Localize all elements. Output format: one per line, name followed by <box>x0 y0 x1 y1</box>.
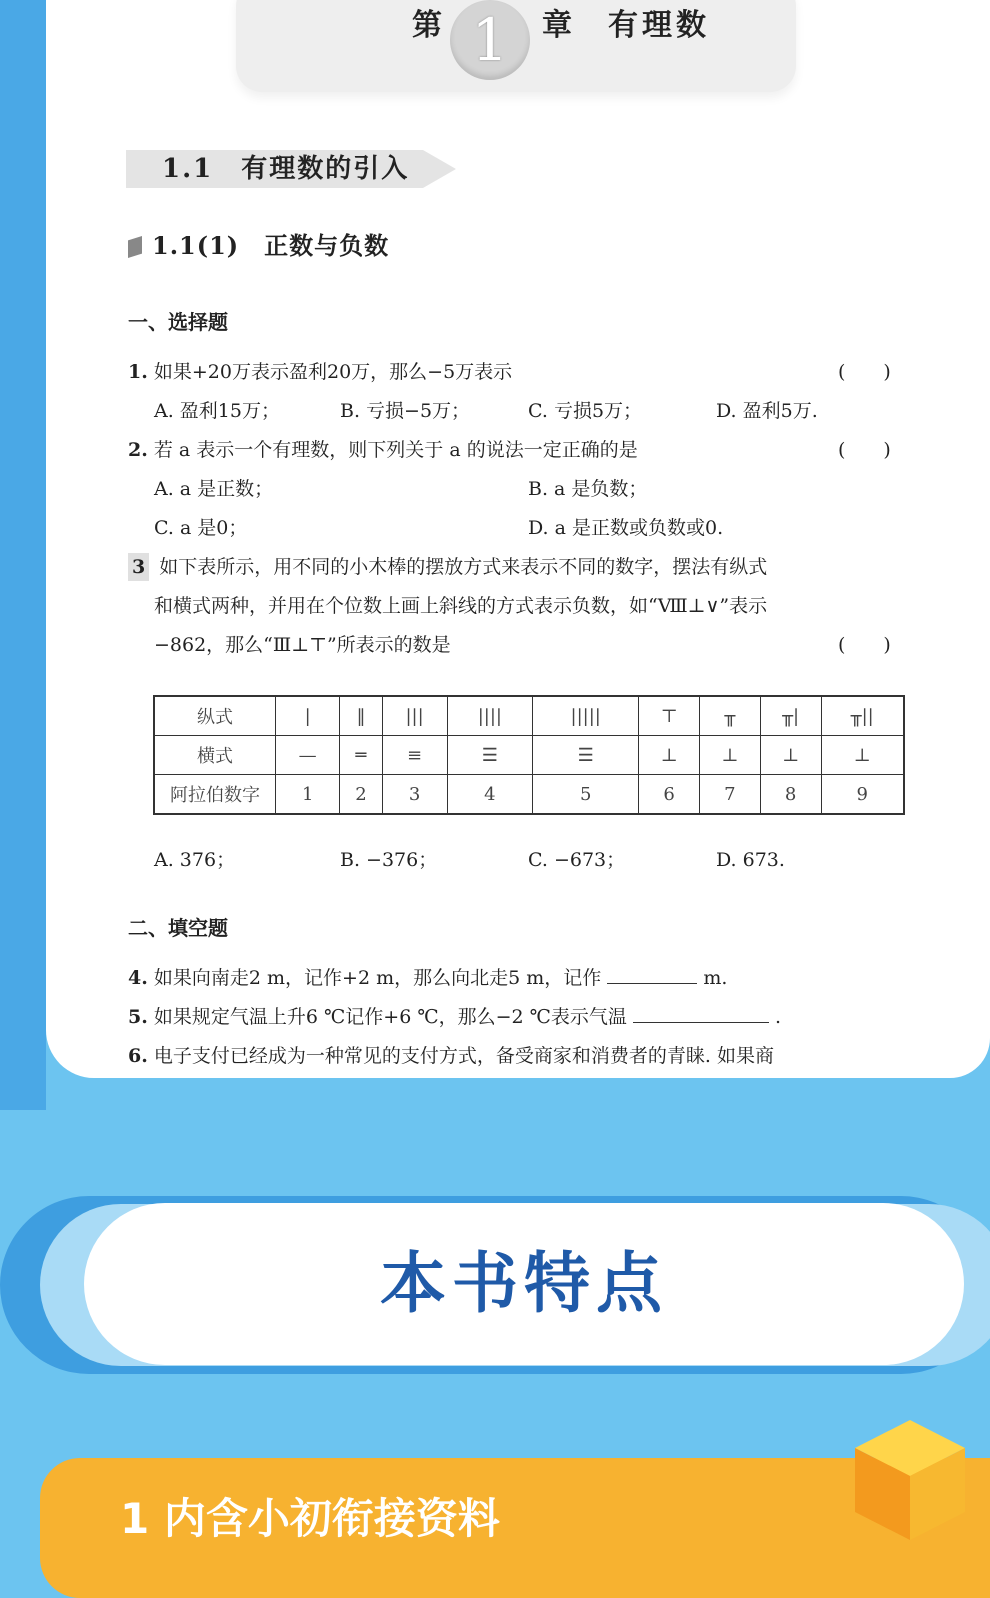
option-a: A. 376； <box>154 849 236 871</box>
table-cell: 8 <box>760 775 821 815</box>
option-d: D. 盈利5万. <box>716 400 818 422</box>
answer-paren: ( ) <box>838 634 891 656</box>
table-row <box>154 775 904 815</box>
table-row <box>154 736 904 775</box>
option-a: A. 盈利15万； <box>154 400 280 422</box>
question-number: 5. <box>128 1006 148 1028</box>
question-number: 6. <box>128 1045 148 1067</box>
option-c: C. a 是0； <box>154 517 248 539</box>
table-cell: — <box>276 736 340 775</box>
answer-paren: ( ) <box>838 361 891 383</box>
table-cell: 7 <box>700 775 761 815</box>
table-cell: ‖ <box>340 696 382 736</box>
option-b: B. −376； <box>340 849 438 871</box>
part-title-fill: 二、填空题 <box>128 916 228 940</box>
row-label: 横式 <box>154 736 276 775</box>
chapter-header <box>236 0 796 92</box>
table-row <box>154 696 904 736</box>
table-cell: ╥ <box>700 696 761 736</box>
answer-paren: ( ) <box>838 439 891 461</box>
table-cell: ⊥ <box>821 736 904 775</box>
row-label: 阿拉伯数字 <box>154 775 276 815</box>
table-cell: 5 <box>533 775 639 815</box>
features-title: 本书特点 <box>380 1245 668 1322</box>
question-text-line1: 如下表所示，用不同的小木棒的摆放方式来表示不同的数字，摆法有纵式 <box>159 556 768 578</box>
table-cell: ╥| <box>760 696 821 736</box>
question-4 <box>128 964 727 992</box>
cube-icon <box>855 1420 965 1540</box>
question-text: 如果+20万表示盈利20万，那么−5万表示 <box>153 361 513 383</box>
table-cell: 2 <box>340 775 382 815</box>
answer-blank <box>607 965 697 984</box>
question-number: 1. <box>128 361 148 383</box>
table-cell: |||| <box>447 696 533 736</box>
answer-blank <box>633 1004 769 1023</box>
row-label: 纵式 <box>154 696 276 736</box>
option-d: D. a 是正数或负数或0. <box>528 517 724 539</box>
chapter-suffix: 章 <box>542 8 572 43</box>
table-cell: ☰ <box>533 736 639 775</box>
question-5 <box>128 1003 781 1031</box>
question-text-line3: −862，那么“Ⅲ⊥⊤”所表示的数是 <box>154 634 451 656</box>
question-tail: m. <box>703 967 728 989</box>
table-cell: 3 <box>382 775 447 815</box>
question-text: 如果规定气温上升6 ℃记作+6 ℃，那么−2 ℃表示气温 <box>153 1006 627 1028</box>
left-blue-strip <box>0 0 46 1110</box>
question-3 <box>128 553 767 581</box>
table-cell: ═ <box>340 736 382 775</box>
chapter-number: 1 <box>471 6 509 74</box>
question-text-line2: 和横式两种，并用在个位数上画上斜线的方式表示负数，如“Ⅷ⊥∨”表示 <box>154 595 768 617</box>
section-title: 1.1 有理数的引入 <box>162 154 410 184</box>
option-c: C. 亏损5万； <box>528 400 643 422</box>
question-text: 电子支付已经成为一种常见的支付方式，备受商家和消费者的青睐. 如果商 <box>153 1045 774 1067</box>
table-cell: ||||| <box>533 696 639 736</box>
subsection-title: 1.1(1) 正数与负数 <box>152 231 390 260</box>
feature-1-title: 1 内含小初衔接资料 <box>120 1494 500 1543</box>
question-6 <box>128 1042 774 1070</box>
option-b: B. 亏损−5万； <box>340 400 471 422</box>
question-number: 4. <box>128 967 148 989</box>
question-2 <box>128 436 638 464</box>
chapter-title: 有理数 <box>608 8 710 43</box>
option-d: D. 673. <box>716 849 785 871</box>
subsection-marker-icon <box>128 236 142 258</box>
table-cell: | <box>276 696 340 736</box>
table-cell: ⊥ <box>639 736 700 775</box>
table-cell: ⊤ <box>639 696 700 736</box>
question-text: 如果向南走2 m，记作+2 m，那么向北走5 m，记作 <box>153 967 602 989</box>
table-cell: ≡ <box>382 736 447 775</box>
page-sample-card <box>46 0 990 1078</box>
option-b: B. a 是负数； <box>528 478 648 500</box>
table-cell: ⊥ <box>700 736 761 775</box>
table-cell: ⊥ <box>760 736 821 775</box>
question-text: 若 a 表示一个有理数，则下列关于 a 的说法一定正确的是 <box>153 439 638 461</box>
table-cell: ☰ <box>447 736 533 775</box>
chapter-number-badge <box>450 0 530 80</box>
rod-numeral-table <box>153 695 905 815</box>
table-cell: ||| <box>382 696 447 736</box>
part-title-choice: 一、选择题 <box>128 310 228 334</box>
question-tail: . <box>774 1006 782 1028</box>
option-a: A. a 是正数； <box>154 478 274 500</box>
table-cell: 4 <box>447 775 533 815</box>
question-number: 2. <box>128 439 148 461</box>
table-cell: 9 <box>821 775 904 815</box>
option-c: C. −673； <box>528 849 626 871</box>
table-cell: 1 <box>276 775 340 815</box>
table-cell: ╥|| <box>821 696 904 736</box>
question-1 <box>128 358 512 386</box>
chapter-prefix: 第 <box>412 8 442 43</box>
question-number: 3 <box>128 553 149 581</box>
table-cell: 6 <box>639 775 700 815</box>
